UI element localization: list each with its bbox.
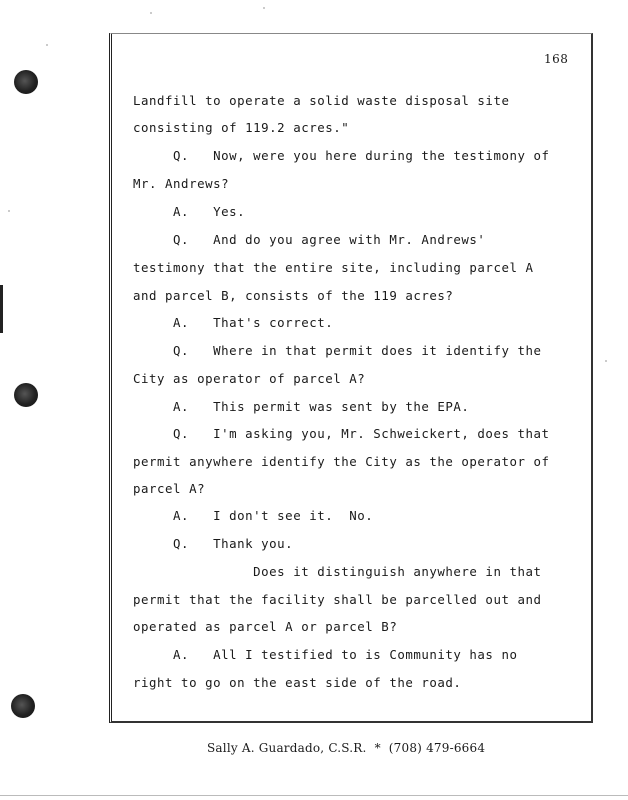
- transcript-line: permit that the facility shall be parcelled out and: [133, 592, 542, 607]
- transcript-line: operated as parcel A or parcel B?: [133, 619, 398, 634]
- scan-speck: [150, 12, 152, 14]
- transcript-line: right to go on the east side of the road.: [133, 675, 462, 690]
- transcript-line: City as operator of parcel A?: [133, 371, 366, 386]
- transcript-line: Q. And do you agree with Mr. Andrews': [133, 232, 486, 247]
- transcript-line: A. All I testified to is Community has no: [133, 647, 518, 662]
- transcript-line: Mr. Andrews?: [133, 176, 230, 191]
- scan-speck: [605, 360, 607, 362]
- transcript-line: permit anywhere identify the City as the operator of: [133, 454, 550, 469]
- transcript-line: and parcel B, consists of the 119 acres?: [133, 288, 454, 303]
- transcript-line: Landfill to operate a solid waste disposal site: [133, 93, 510, 108]
- reporter-footer: Sally A. Guardado, C.S.R. * (708) 479-6664: [207, 741, 486, 755]
- scan-speck: [8, 210, 10, 212]
- punch-hole: [11, 694, 35, 718]
- transcript-line: Q. I'm asking you, Mr. Schweickert, does that: [133, 426, 550, 441]
- transcript-line: A. I don't see it. No.: [133, 508, 374, 523]
- scan-edge: [0, 795, 628, 796]
- scan-speck: [263, 7, 265, 9]
- transcript-line: A. Yes.: [133, 204, 246, 219]
- punch-hole: [14, 70, 38, 94]
- transcript-line: parcel A?: [133, 481, 206, 496]
- transcript-line: Does it distinguish anywhere in that: [133, 564, 542, 579]
- transcript-line: A. That's correct.: [133, 315, 334, 330]
- transcript-line: Q. Where in that permit does it identify the: [133, 343, 542, 358]
- page-number: 168: [544, 52, 569, 66]
- punch-hole: [14, 383, 38, 407]
- transcript-line: consisting of 119.2 acres.": [133, 120, 350, 135]
- transcript-line: A. This permit was sent by the EPA.: [133, 399, 470, 414]
- edge-mark: [0, 285, 3, 333]
- transcript-line: Q. Now, were you here during the testimony of: [133, 148, 550, 163]
- transcript-line: testimony that the entire site, including parcel A: [133, 260, 534, 275]
- transcript-line: Q. Thank you.: [133, 536, 294, 551]
- scan-speck: [46, 44, 48, 46]
